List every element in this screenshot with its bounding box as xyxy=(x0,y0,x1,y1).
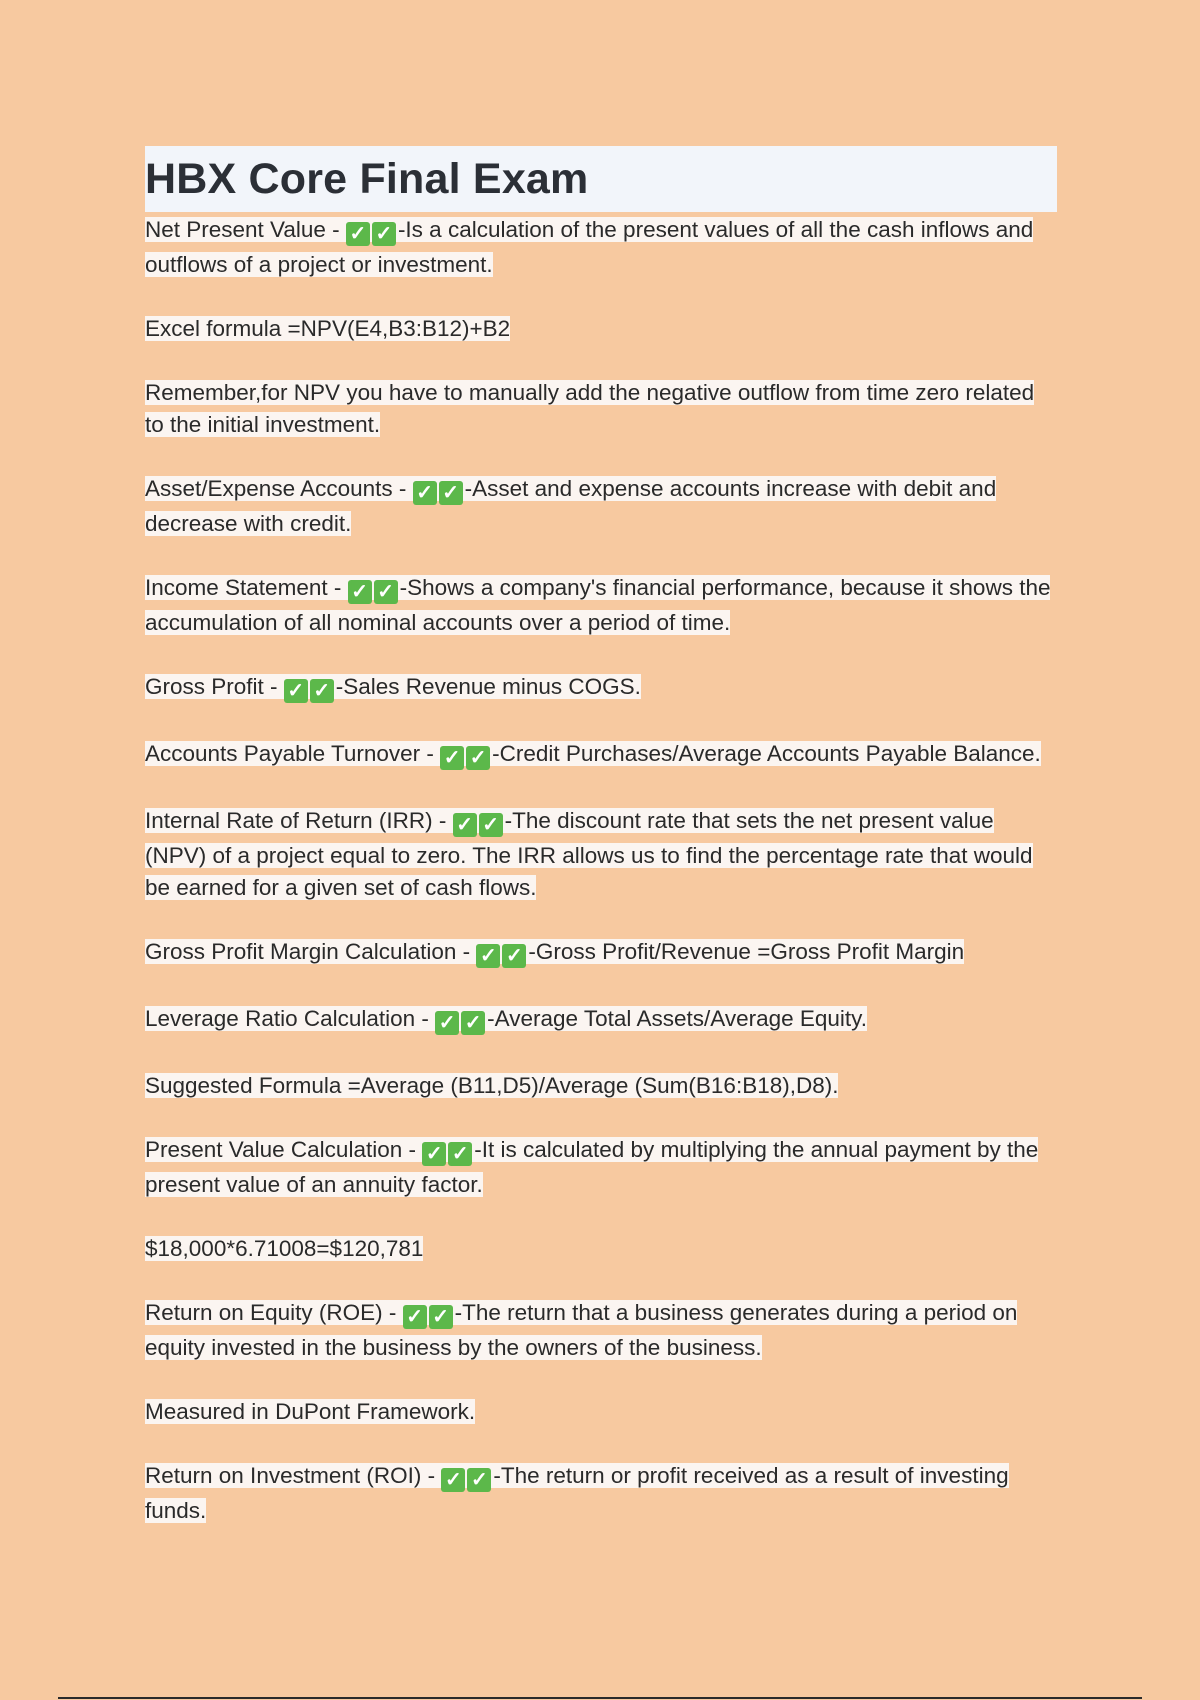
paragraph-text: Remember,for NPV you have to manually add the negative outflow from time zero related to the initial investment. xyxy=(145,380,1035,437)
highlighted-text xyxy=(145,939,965,967)
paragraph-text: Measured in DuPont Framework. xyxy=(145,1399,476,1424)
entry-term: Internal Rate of Return (IRR) - xyxy=(145,808,453,833)
entry-term: Accounts Payable Turnover - xyxy=(145,741,441,766)
checkmark-icon: ✓ xyxy=(467,1468,491,1492)
highlighted-text xyxy=(145,1300,1017,1360)
entry-term: Return on Investment (ROI) - xyxy=(145,1463,442,1488)
checkmark-icon: ✓ xyxy=(502,944,526,968)
checkmark-icon: ✓ xyxy=(284,679,308,703)
note-paragraph xyxy=(145,313,1057,345)
checkmark-icon: ✓ xyxy=(372,222,396,246)
flashcard-entry xyxy=(145,473,1057,540)
entry-definition: -Gross Profit/Revenue =Gross Profit Margin xyxy=(528,939,965,964)
note-paragraph xyxy=(145,377,1057,441)
entry-definition: -Asset and expense accounts increase with debit and decrease with credit. xyxy=(145,476,997,536)
entry-definition: -The discount rate that sets the net present value (NPV) of a project equal to zero. The IRR allows us to find the percentage rate that would be earned for a given set of cash flows. xyxy=(145,808,1033,900)
highlighted-text xyxy=(145,741,1041,769)
checkmark-icon: ✓ xyxy=(466,746,490,770)
flashcard-entry xyxy=(145,214,1057,281)
check-marks xyxy=(422,1137,474,1169)
check-marks xyxy=(440,741,492,773)
checkmark-icon: ✓ xyxy=(413,481,437,505)
checkmark-icon: ✓ xyxy=(435,1011,459,1035)
footer-divider xyxy=(58,1697,1142,1699)
highlighted-text xyxy=(145,1463,1009,1523)
checkmark-icon: ✓ xyxy=(403,1305,427,1329)
checkmark-icon: ✓ xyxy=(479,813,503,837)
highlighted-text xyxy=(145,316,510,341)
highlighted-text xyxy=(145,674,641,702)
note-paragraph xyxy=(145,1233,1057,1265)
flashcard-entry xyxy=(145,936,1057,971)
checkmark-icon: ✓ xyxy=(461,1011,485,1035)
entry-term: Leverage Ratio Calculation - xyxy=(145,1006,436,1031)
highlighted-text xyxy=(145,1073,838,1098)
check-marks xyxy=(441,1463,493,1495)
paragraph-text: $18,000*6.71008=$120,781 xyxy=(145,1236,424,1261)
checkmark-icon: ✓ xyxy=(439,481,463,505)
entry-definition: -Credit Purchases/Average Accounts Payable Balance. xyxy=(492,741,1041,766)
paragraph-text: Excel formula =NPV(E4,B3:B12)+B2 xyxy=(145,316,511,341)
highlighted-text xyxy=(145,1137,1038,1197)
flashcard-entry xyxy=(145,671,1057,706)
flashcard-entry xyxy=(145,1297,1057,1364)
document-title: HBX Core Final Exam xyxy=(145,154,589,203)
checkmark-icon: ✓ xyxy=(453,813,477,837)
highlighted-text xyxy=(145,1006,867,1034)
checkmark-icon: ✓ xyxy=(441,1468,465,1492)
entry-definition: -Is a calculation of the present values of all the cash inflows and outflows of a project or investment. xyxy=(145,217,1034,277)
check-marks xyxy=(348,575,400,607)
checkmark-icon: ✓ xyxy=(429,1305,453,1329)
checkmark-icon: ✓ xyxy=(348,580,372,604)
check-marks xyxy=(453,808,505,840)
flashcard-entry xyxy=(145,1460,1057,1527)
flashcard-entry xyxy=(145,738,1057,773)
entry-definition: -Shows a company's financial performance, because it shows the accumulation of all nominal accounts over a period of time. xyxy=(145,575,1051,635)
check-marks xyxy=(413,476,465,508)
flashcard-entry xyxy=(145,805,1057,904)
entry-term: Return on Equity (ROE) - xyxy=(145,1300,403,1325)
flashcard-entry xyxy=(145,1003,1057,1038)
flashcard-entry xyxy=(145,1134,1057,1201)
entry-term: Asset/Expense Accounts - xyxy=(145,476,413,501)
check-marks xyxy=(346,217,398,249)
highlighted-text xyxy=(145,217,1033,277)
entry-definition: -It is calculated by multiplying the annual payment by the present value of an annuity factor. xyxy=(145,1137,1039,1197)
entries-list xyxy=(145,214,1057,1527)
checkmark-icon: ✓ xyxy=(346,222,370,246)
entry-term: Income Statement - xyxy=(145,575,348,600)
entry-definition: -The return or profit received as a result of investing funds. xyxy=(145,1463,1009,1523)
check-marks xyxy=(403,1300,455,1332)
checkmark-icon: ✓ xyxy=(422,1142,446,1166)
highlighted-text xyxy=(145,1236,423,1261)
entry-definition: -The return that a business generates during a period on equity invested in the business by the owners of the business. xyxy=(145,1300,1018,1360)
checkmark-icon: ✓ xyxy=(476,944,500,968)
checkmark-icon: ✓ xyxy=(310,679,334,703)
highlighted-text xyxy=(145,1399,475,1424)
highlighted-text xyxy=(145,808,1033,900)
highlighted-text xyxy=(145,575,1050,635)
flashcard-entry xyxy=(145,572,1057,639)
checkmark-icon: ✓ xyxy=(440,746,464,770)
title-band xyxy=(145,146,1057,212)
check-marks xyxy=(476,939,528,971)
highlighted-text xyxy=(145,380,1034,437)
note-paragraph xyxy=(145,1396,1057,1428)
check-marks xyxy=(284,674,336,706)
checkmark-icon: ✓ xyxy=(448,1142,472,1166)
highlighted-text xyxy=(145,476,996,536)
paragraph-text: Suggested Formula =Average (B11,D5)/Average (Sum(B16:B18),D8). xyxy=(145,1073,839,1098)
note-paragraph xyxy=(145,1070,1057,1102)
entry-term: Net Present Value - xyxy=(145,217,346,242)
document-page xyxy=(145,146,1057,1559)
entry-term: Gross Profit - xyxy=(145,674,284,699)
entry-term: Present Value Calculation - xyxy=(145,1137,423,1162)
checkmark-icon: ✓ xyxy=(374,580,398,604)
entry-term: Gross Profit Margin Calculation - xyxy=(145,939,477,964)
entry-definition: -Sales Revenue minus COGS. xyxy=(335,674,641,699)
check-marks xyxy=(435,1006,487,1038)
entry-definition: -Average Total Assets/Average Equity. xyxy=(487,1006,867,1031)
